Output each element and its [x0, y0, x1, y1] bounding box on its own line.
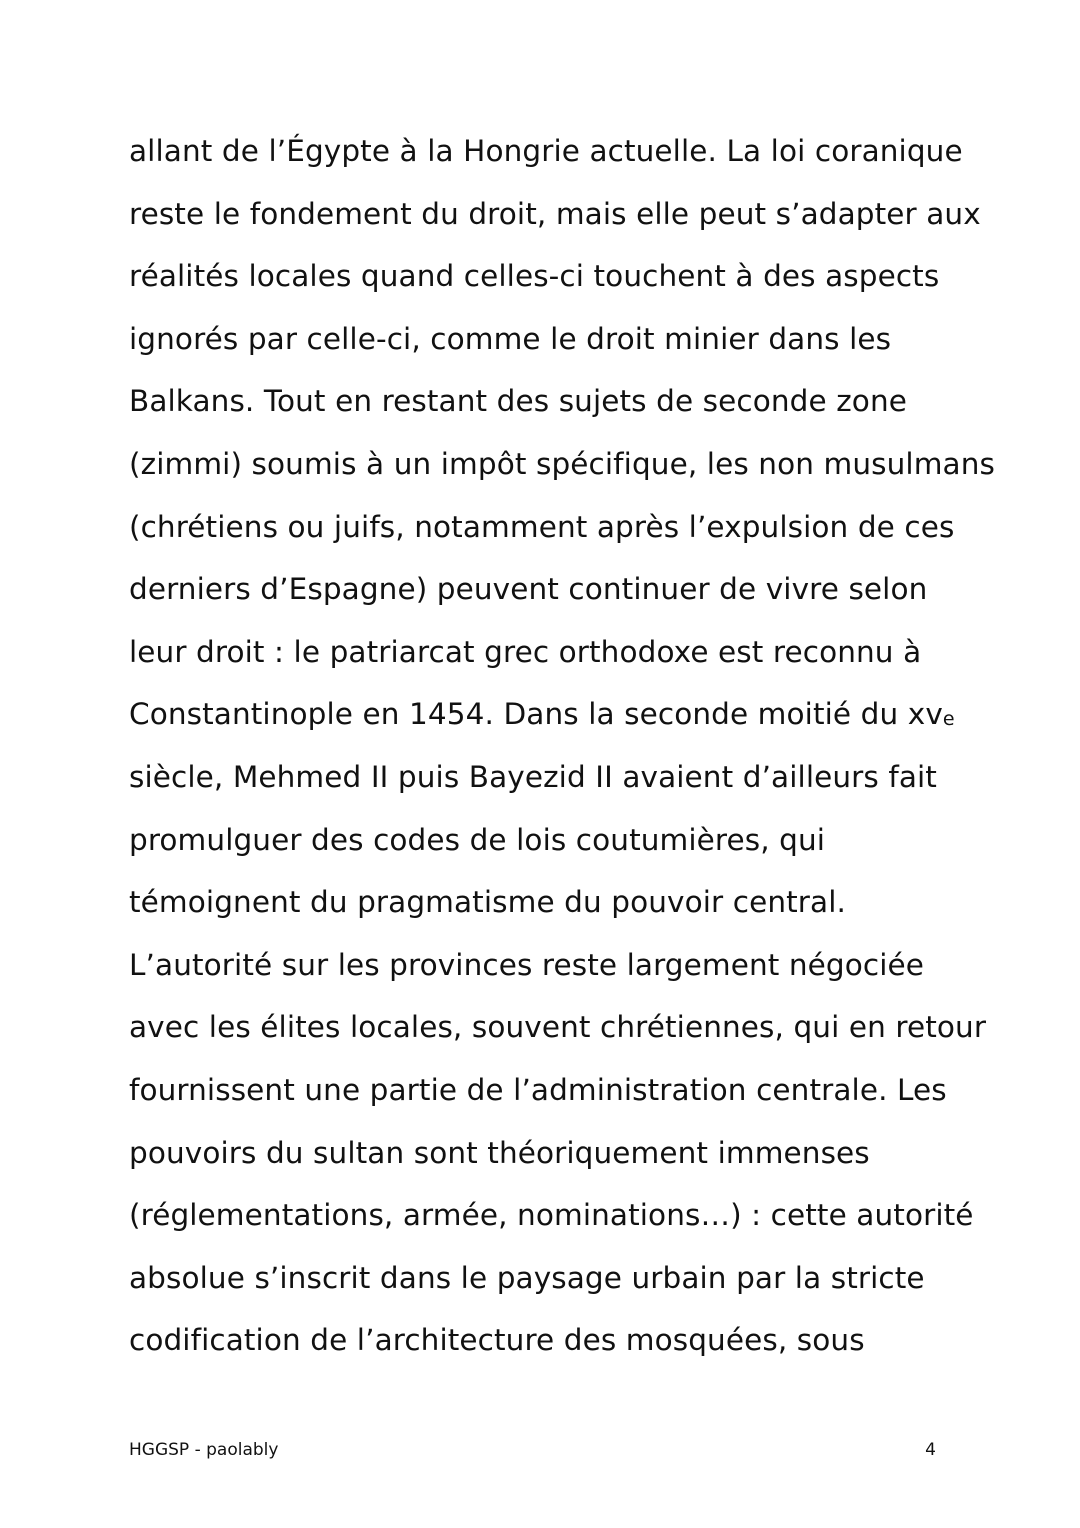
- text-line-1: allant de l’Égypte à la Hongrie actuelle. La loi coranique: [129, 134, 963, 168]
- text-line-6: (zimmi) soumis à un impôt spécifique, les non musulmans: [129, 446, 995, 481]
- text-line-12: promulguer des codes de lois coutumières, qui: [129, 822, 826, 857]
- text-line-14: L’autorité sur les provinces reste largement négociée: [129, 947, 925, 982]
- text-line-10-main: Constantinople en 1454. Dans la seconde moitié du xv: [129, 697, 943, 732]
- text-line-7: (chrétiens ou juifs, notamment après l’expulsion de ces: [129, 509, 955, 544]
- text-line-15: avec les élites locales, souvent chrétiennes, qui en retour: [129, 1010, 987, 1045]
- text-line-13: témoignent du pragmatisme du pouvoir central.: [129, 885, 846, 920]
- text-line-9: leur droit : le patriarcat grec orthodoxe est reconnu à: [129, 634, 922, 669]
- text-line-10: [129, 683, 989, 746]
- text-line-3: réalités locales quand celles-ci touchent à des aspects: [129, 259, 940, 294]
- text-line-18: (réglementations, armée, nominations…) : cette autorité: [129, 1198, 974, 1233]
- text-line-5: Balkans. Tout en restant des sujets de seconde zone: [129, 384, 907, 419]
- text-line-4: ignorés par celle-ci, comme le droit minier dans les: [129, 321, 892, 356]
- text-line-17: pouvoirs du sultan sont théoriquement immenses: [129, 1135, 870, 1170]
- page-number: 4: [925, 1440, 936, 1460]
- century-suffix: e: [942, 708, 955, 731]
- text-line-8: derniers d’Espagne) peuvent continuer de vivre selon: [129, 572, 928, 607]
- text-line-16: fournissent une partie de l’administration centrale. Les: [129, 1072, 947, 1107]
- body-text: [129, 120, 995, 1372]
- footer-left-text: HGGSP - paolably: [129, 1440, 279, 1460]
- text-line-19: absolue s’inscrit dans le paysage urbain par la stricte: [129, 1260, 925, 1295]
- text-line-20: codification de l’architecture des mosquées, sous: [129, 1323, 865, 1358]
- text-line-2: reste le fondement du droit, mais elle peut s’adapter aux: [129, 196, 981, 231]
- text-line-11: siècle, Mehmed II puis Bayezid II avaient d’ailleurs fait: [129, 759, 937, 794]
